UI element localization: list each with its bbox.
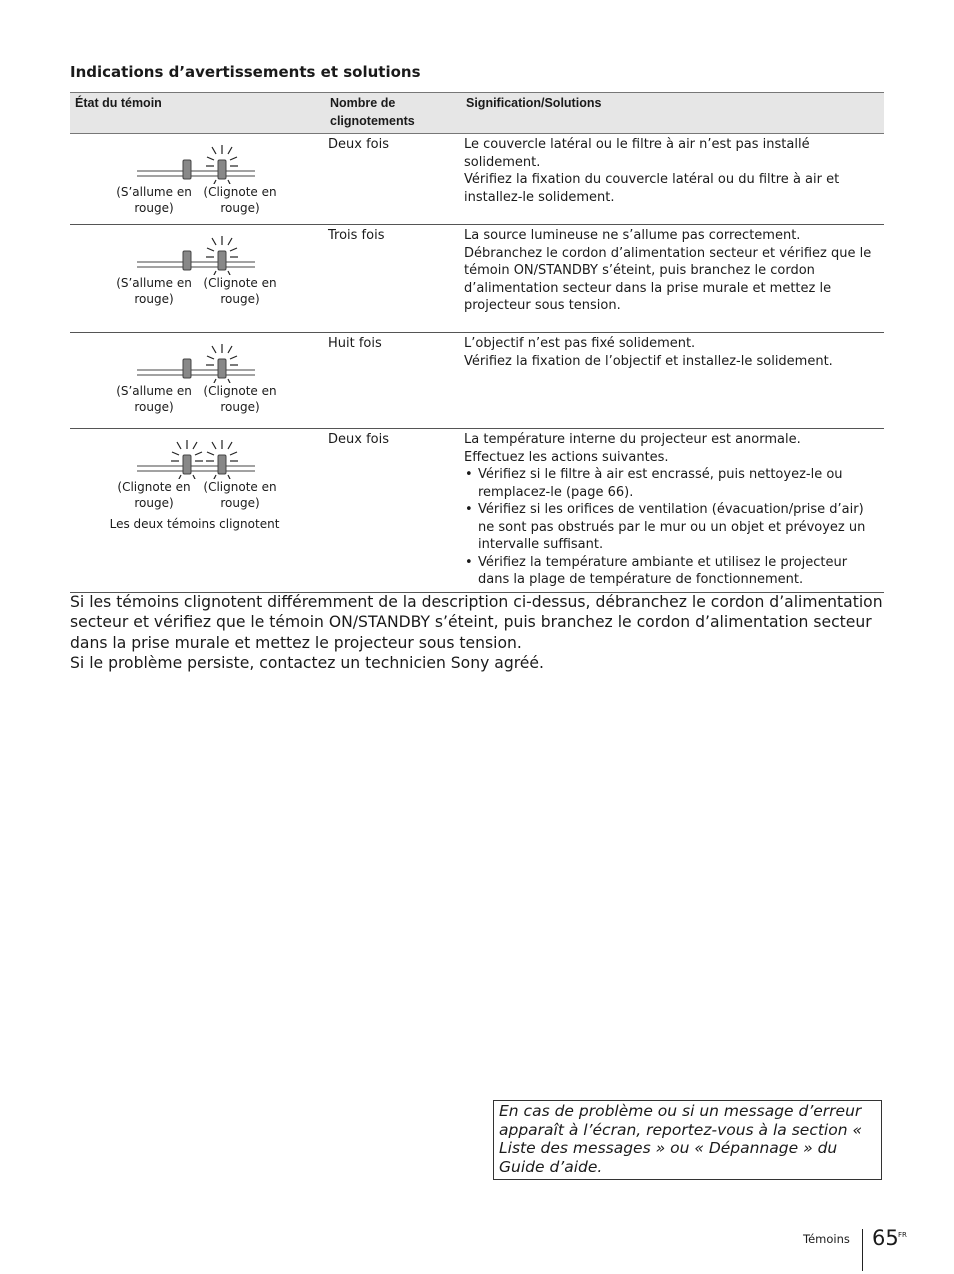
header-meaning: Signification/Solutions xyxy=(461,93,884,134)
solution-text: Débranchez le cordon d’alimentation secteur et vérifiez que le témoin ON/STANDBY s’éteint, puis branchez le cordon d’alimentation secteur dans la prise murale et mettez le projecteur sous tension. xyxy=(464,245,872,313)
solution-text: Effectuez les actions suivantes. xyxy=(464,449,669,465)
steady-led-icon xyxy=(183,160,191,179)
meaning-text: L’objectif n’est pas fixé solidement. xyxy=(464,336,696,351)
footer-divider xyxy=(862,1229,863,1271)
meaning-cell xyxy=(461,225,884,333)
both-leds-label: Les deux témoins clignotent xyxy=(109,517,280,531)
steady-led-icon xyxy=(183,359,191,378)
meaning-cell xyxy=(461,134,884,225)
section-heading: Indications d’avertissements et solutions xyxy=(70,63,421,81)
help-guide-box: En cas de problème ou si un message d’erreur apparaît à l’écran, reportez-vous à la section « Liste des messages » ou « Dépannage » du Guide d’aide. xyxy=(493,1100,882,1180)
blink-count: Deux fois xyxy=(325,429,461,593)
meaning-text: La température interne du projecteur est anormale. xyxy=(464,432,801,447)
footer-section-title: Témoins xyxy=(803,1232,850,1246)
page-number: 65 xyxy=(872,1226,899,1250)
header-led-state: État du témoin xyxy=(70,93,325,134)
solution-text: Vérifiez la fixation de l’objectif et installez-le solidement. xyxy=(464,353,833,369)
note-paragraph: Si les témoins clignotent différemment de la description ci-dessus, débranchez le cordon d’alimentation secteur et vérifiez que le témoin ON/STANDBY s’éteint, puis branchez le cordon d’alimentation secteur dans la prise murale et mettez le projecteur sous tension. xyxy=(70,593,883,652)
right-led-caption: (Clignote en rouge) xyxy=(203,480,277,510)
left-led-caption: (Clignote en rouge) xyxy=(117,480,191,510)
blink-count: Deux fois xyxy=(325,134,461,225)
language-code: FR xyxy=(898,1231,907,1239)
led-indicator-cell xyxy=(70,225,325,333)
warning-table xyxy=(70,92,884,593)
table-header-row xyxy=(70,93,884,134)
blinking-led-icon xyxy=(171,440,203,479)
left-led-caption: (S’allume en rouge) xyxy=(116,276,192,306)
led-diagram xyxy=(127,435,267,479)
blinking-led-icon xyxy=(206,236,238,275)
blinking-led-icon xyxy=(206,344,238,383)
led-diagram xyxy=(127,339,267,383)
header-blink-count: Nombre de clignotements xyxy=(325,93,461,134)
table-row xyxy=(70,225,884,333)
troubleshoot-note xyxy=(70,592,890,673)
table-row xyxy=(70,134,884,225)
steady-led-icon xyxy=(183,251,191,270)
meaning-cell xyxy=(461,429,884,593)
table-row xyxy=(70,333,884,429)
led-indicator-cell xyxy=(70,333,325,429)
solution-text: Vérifiez la fixation du couvercle latéral ou du filtre à air et installez-le solidement. xyxy=(464,172,840,205)
meaning-text: La source lumineuse ne s’allume pas correctement. xyxy=(464,228,801,243)
led-indicator-cell xyxy=(70,429,325,593)
left-led-caption: (S’allume en rouge) xyxy=(116,384,192,414)
right-led-caption: (Clignote en rouge) xyxy=(203,276,277,306)
solution-list xyxy=(464,466,880,589)
led-diagram xyxy=(127,140,267,184)
meaning-text: Le couvercle latéral ou le filtre à air n’est pas installé solidement. xyxy=(464,137,810,170)
led-diagram xyxy=(127,231,267,275)
list-item: • Vérifiez la température ambiante et utilisez le projecteur dans la plage de température de fonctionnement. xyxy=(464,554,880,589)
table-row xyxy=(70,429,884,593)
right-led-caption: (Clignote en rouge) xyxy=(203,384,277,414)
led-indicator-cell xyxy=(70,134,325,225)
note-paragraph: Si le problème persiste, contactez un technicien Sony agréé. xyxy=(70,653,544,672)
blinking-led-icon xyxy=(206,440,238,479)
list-item: • Vérifiez si les orifices de ventilation (évacuation/prise d’air) ne sont pas obstrués par le mur ou un objet et prévoyez un intervalle suffisant. xyxy=(464,501,880,554)
blink-count: Huit fois xyxy=(325,333,461,429)
blink-count: Trois fois xyxy=(325,225,461,333)
left-led-caption: (S’allume en rouge) xyxy=(116,185,192,215)
meaning-cell xyxy=(461,333,884,429)
blinking-led-icon xyxy=(206,145,238,184)
list-item: • Vérifiez si le filtre à air est encrassé, puis nettoyez-le ou remplacez-le (page 66). xyxy=(464,466,880,501)
right-led-caption: (Clignote en rouge) xyxy=(203,185,277,215)
